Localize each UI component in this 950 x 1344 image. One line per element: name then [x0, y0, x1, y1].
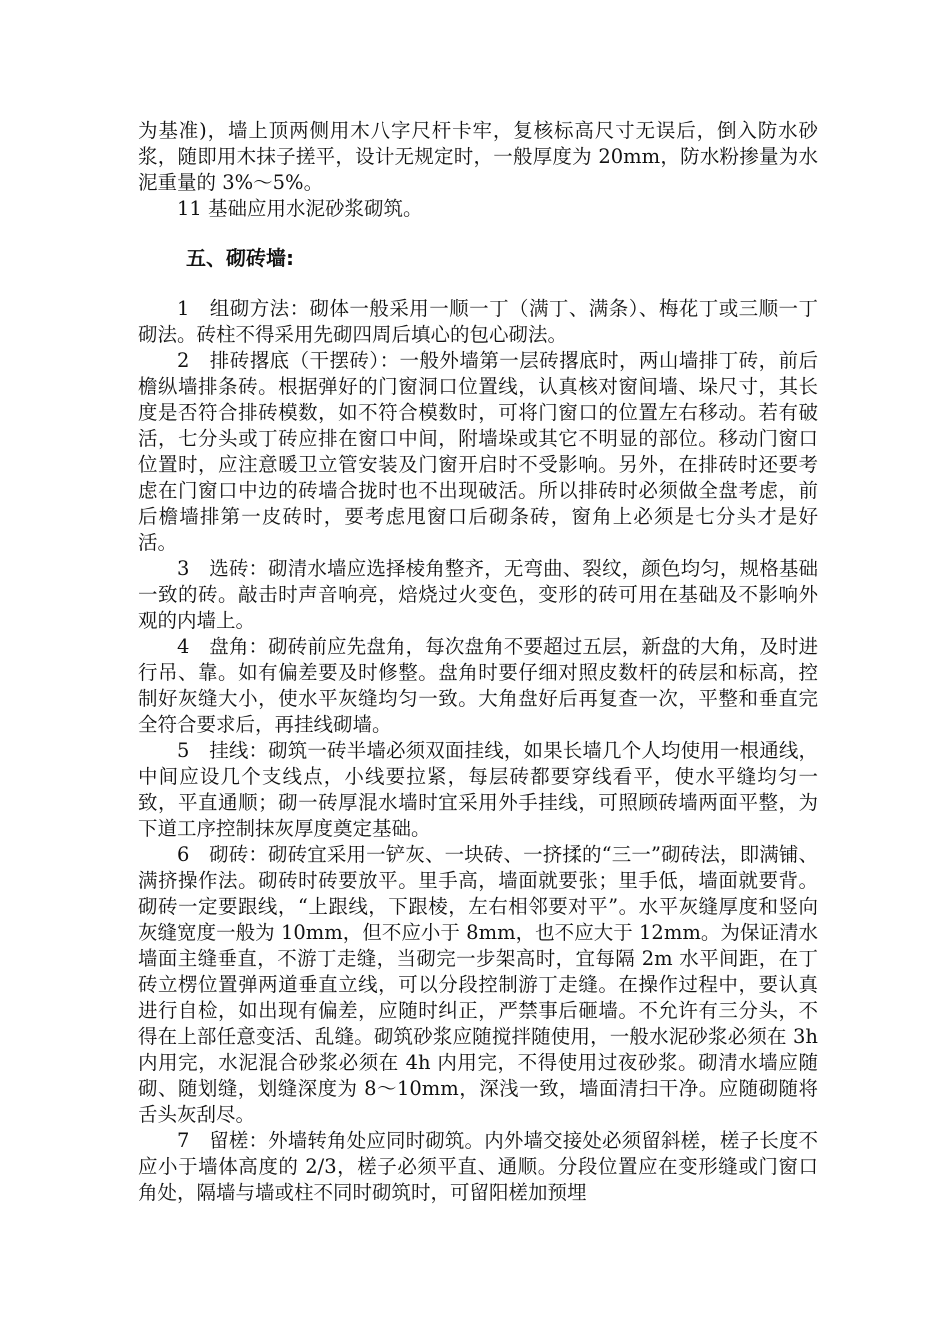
section-body	[138, 296, 818, 1206]
intro-paragraph: 为基准)，墙上顶两侧用木八字尺杆卡牢，复核标高尺寸无误后，倒入防水砂浆，随即用木抹子搓平，设计无规定时，一般厚度为 20mm，防水粉掺量为水泥重量的 3%～5%。	[138, 119, 818, 194]
item-7: 7 留槎：外墙转角处应同时砌筑。内外墙交接处必须留斜槎，槎子长度不应小于墙体高度的 2/3，槎子必须平直、通顺。分段位置应在变形缝或门窗口角处，隔墙与墙或柱不同时砌筑时，可留阳槎加预埋	[138, 1129, 818, 1204]
item-3: 3 选砖：砌清水墙应选择棱角整齐，无弯曲、裂纹，颜色均匀，规格基础一致的砖。敲击时声音响亮，焙烧过火变色，变形的砖可用在基础及不影响外观的内墙上。	[138, 557, 818, 632]
item-5: 5 挂线：砌筑一砖半墙必须双面挂线，如果长墙几个人均使用一根通线，中间应设几个支线点，小线要拉紧，每层砖都要穿线看平，使水平缝均匀一致，平直通顺；砌一砖厚混水墙时宜采用外手挂线，可照顾砖墙两面平整，为下道工序控制抹灰厚度奠定基础。	[138, 739, 818, 840]
section-heading: 五、砌砖墙:	[186, 246, 294, 270]
item-6: 6 砌砖：砌砖宜采用一铲灰、一块砖、一挤揉的“三一”砌砖法，即满铺、满挤操作法。砌砖时砖要放平。里手高，墙面就要张；里手低，墙面就要背。砌砖一定要跟线，“上跟线，下跟棱，左右相邻要对平”。水平灰缝厚度和竖向灰缝宽度一般为 10mm，但不应小于 8mm，也不应大于 12mm。为保证清水墙面主缝垂直，不游丁走缝，当砌完一步架高时，宜每隔 2m 水平间距，在丁砖立楞位置弹两道垂直立线，可以分段控制游丁走缝。在操作过程中，要认真进行自检，如出现有偏差，应随时纠正，严禁事后砸墙。不允许有三分头，不得在上部任意变活、乱缝。砌筑砂浆应随搅拌随使用，一般水泥砂浆必须在 3h 内用完，水泥混合砂浆必须在 4h 内用完，不得使用过夜砂浆。砌清水墙应随砌、随划缝，划缝深度为 8～10mm，深浅一致，墙面清扫干净。应随砌随将舌头灰刮尽。	[138, 843, 818, 1126]
item-1: 1 组砌方法：砌体一般采用一顺一丁（满丁、满条）、梅花丁或三顺一丁砌法。砖柱不得采用先砌四周后填心的包心砌法。	[138, 297, 818, 346]
item-2: 2 排砖撂底（干摆砖）：一般外墙第一层砖撂底时，两山墙排丁砖，前后檐纵墙排条砖。根据弹好的门窗洞口位置线，认真核对窗间墙、垛尺寸，其长度是否符合排砖模数，如不符合模数时，可将门窗口的位置左右移动。若有破活，七分头或丁砖应排在窗口中间，附墙垛或其它不明显的部位。移动门窗口位置时，应注意暖卫立管安装及门窗开启时不受影响。另外，在排砖时还要考虑在门窗口中边的砖墙合拢时也不出现破活。所以排砖时必须做全盘考虑，前后檐墙排第一皮砖时，要考虑甩窗口后砌条砖，窗角上必须是七分头才是好活。	[138, 349, 818, 554]
intro-item-11: 11 基础应用水泥砂浆砌筑。	[177, 197, 423, 220]
item-4: 4 盘角：砌砖前应先盘角，每次盘角不要超过五层，新盘的大角，及时进行吊、靠。如有偏差要及时修整。盘角时要仔细对照皮数杆的砖层和标高，控制好灰缝大小，使水平灰缝均匀一致。大角盘好后再复查一次，平整和垂直完全符合要求后，再挂线砌墙。	[138, 635, 818, 736]
intro-block	[138, 118, 818, 222]
